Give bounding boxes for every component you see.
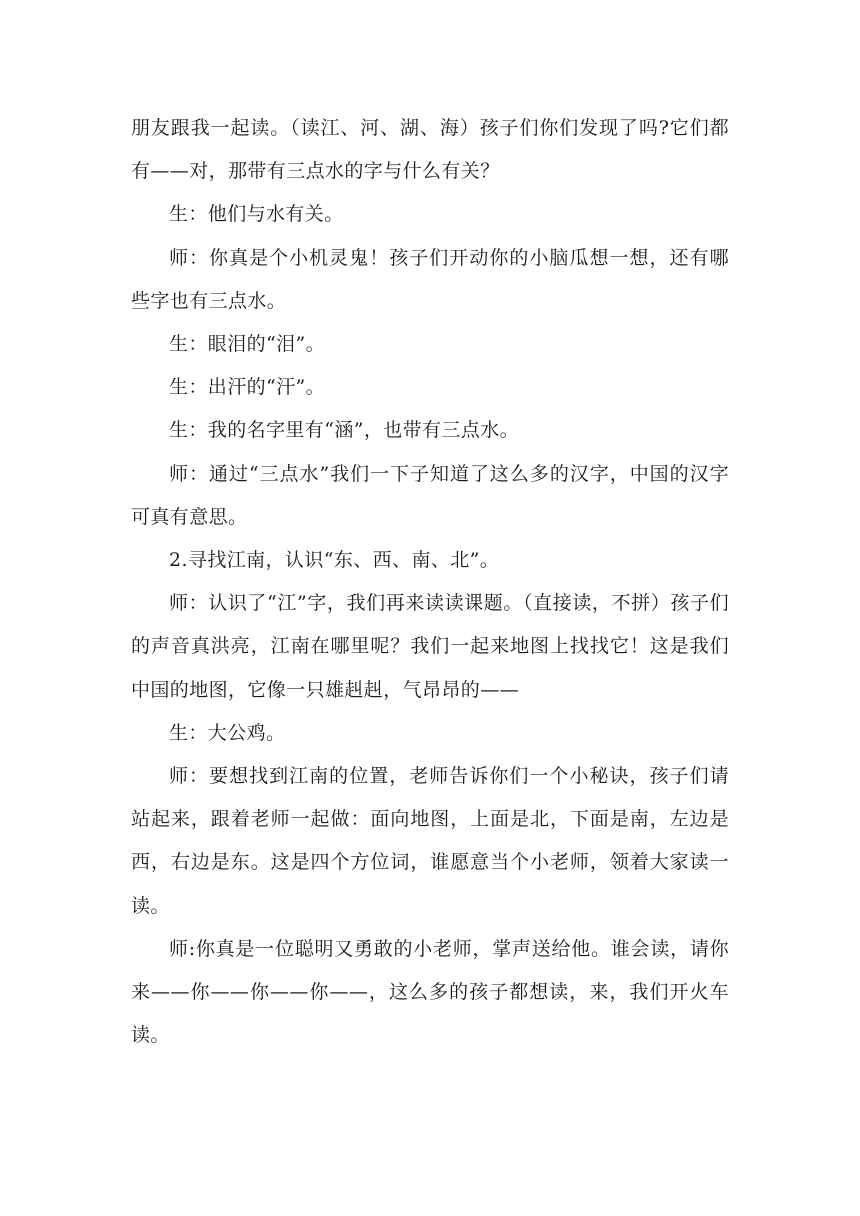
- paragraph: 生：他们与水有关。: [169, 203, 344, 226]
- paragraph: 师：认识了“江”字，我们再来读读课题。（直接读，不拼）孩子们的声音真洪亮，江南在哪里呢？我们一起来地图上找找它！这是我们中国的地图，它像一只雄赳赳，气昂昂的——: [131, 592, 729, 701]
- paragraph: 师：通过“三点水”我们一下子知道了这么多的汉字，中国的汉字可真有意思。: [131, 462, 729, 528]
- paragraph: 生：大公鸡。: [169, 721, 286, 744]
- section-heading: 2.寻找江南，认识“东、西、南、北”。: [169, 549, 500, 572]
- document-body: [131, 107, 729, 1057]
- paragraph: 师:你真是一位聪明又勇敢的小老师，掌声送给他。谁会读，请你来——你——你——你——，这么多的孩子都想读，来，我们开火车读。: [131, 937, 729, 1047]
- paragraph: 师：你真是个小机灵鬼！孩子们开动你的小脑瓜想一想，还有哪些字也有三点水。: [131, 246, 729, 312]
- paragraph: 生：出汗的“汗”。: [169, 376, 326, 399]
- paragraph: 朋友跟我一起读。（读江、河、湖、海）孩子们你们发现了吗?它们都有——对，那带有三点水的字与什么有关？: [131, 117, 729, 183]
- paragraph: 生：眼泪的“泪”。: [169, 333, 326, 356]
- paragraph: 师：要想找到江南的位置，老师告诉你们一个小秘诀，孩子们请站起来，跟着老师一起做：面向地图，上面是北，下面是南，左边是西，右边是东。这是四个方位词，谁愿意当个小老师，领着大家读一读。: [131, 765, 729, 917]
- paragraph: 生：我的名字里有“涵”，也带有三点水。: [169, 419, 520, 442]
